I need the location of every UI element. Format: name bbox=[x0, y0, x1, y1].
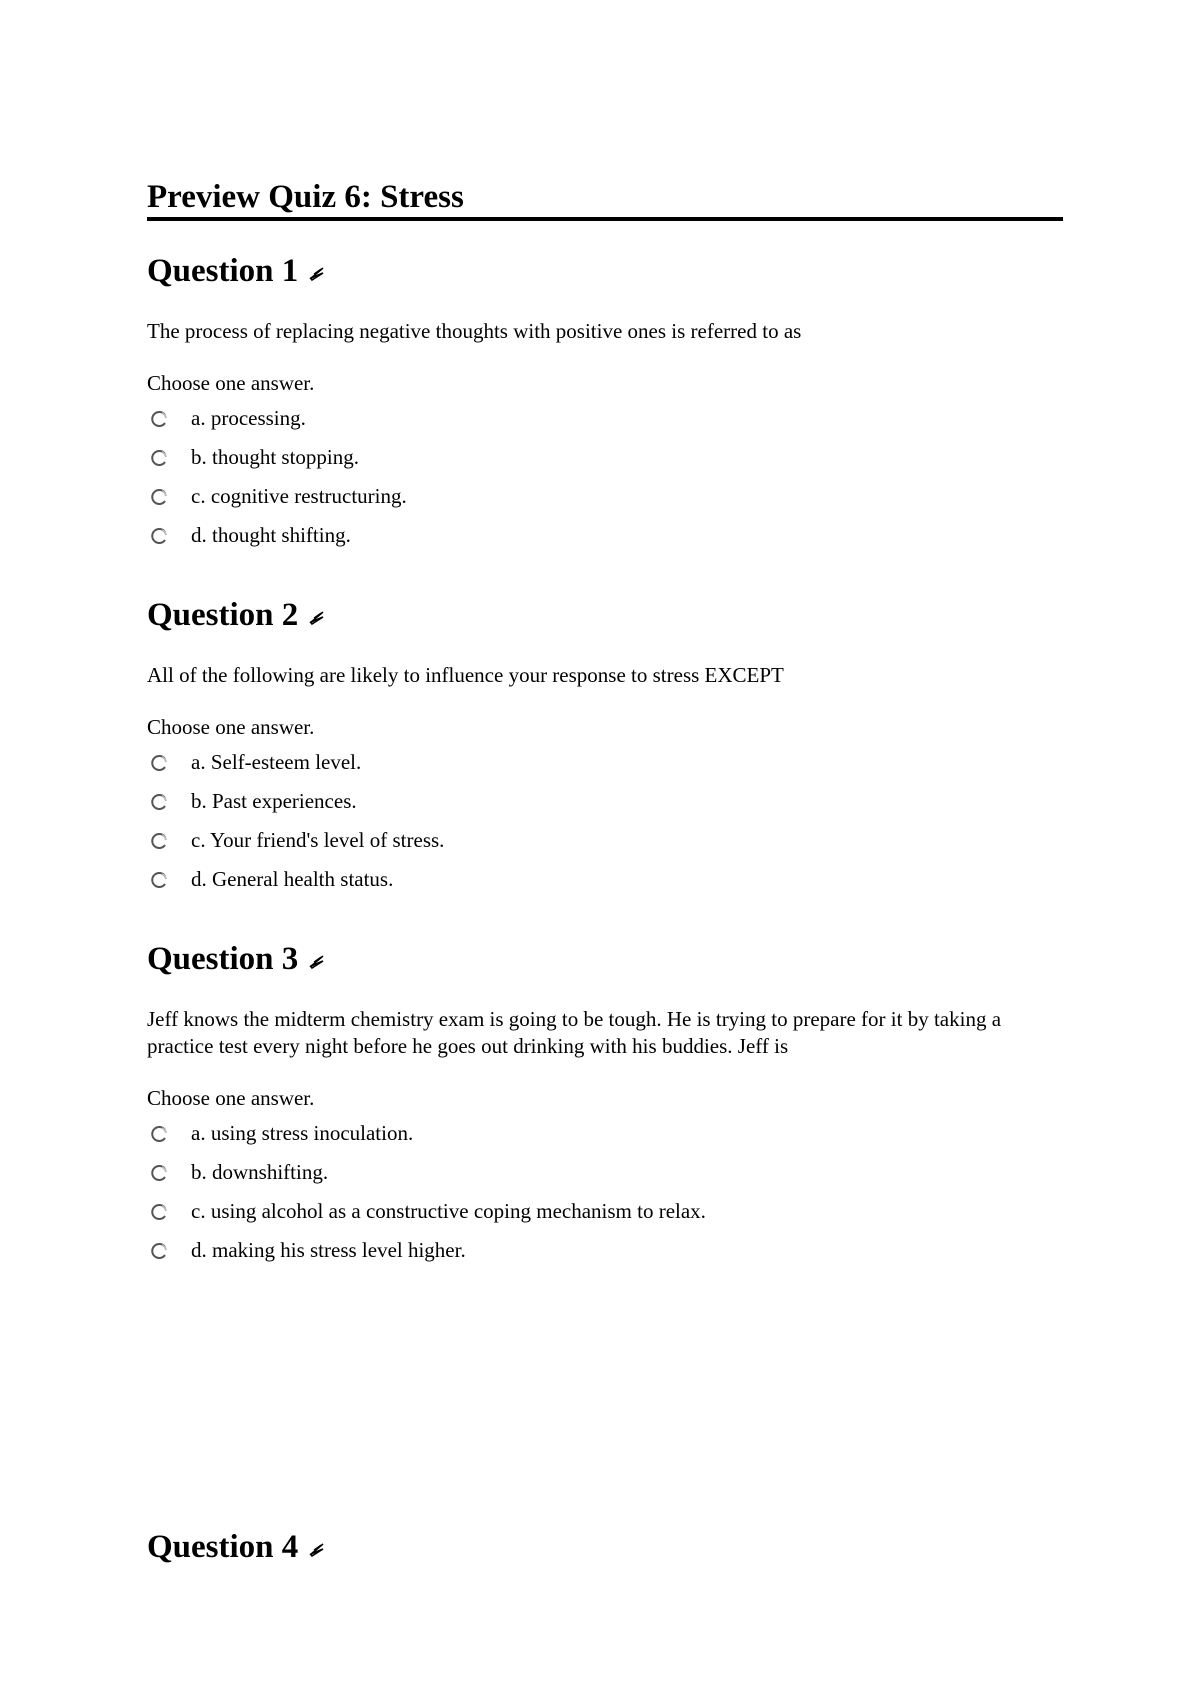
answer-label: d. thought shifting. bbox=[191, 523, 351, 547]
question-heading-text: Question 4 bbox=[147, 1529, 299, 1565]
question-heading bbox=[147, 595, 1063, 635]
answer-option[interactable] bbox=[147, 1192, 1063, 1231]
radio-button-icon[interactable] bbox=[150, 488, 168, 506]
answer-option[interactable] bbox=[147, 1231, 1063, 1270]
quiz-page bbox=[147, 178, 1063, 1567]
answer-option[interactable] bbox=[147, 516, 1063, 555]
flag-icon[interactable] bbox=[308, 608, 326, 626]
question-text: Jeff knows the midterm chemistry exam is going to be tough. He is trying to prepare for it by taking a practice test every night before he goes out drinking with his buddies. Jeff is bbox=[147, 1007, 1002, 1058]
answer-label: a. processing. bbox=[191, 406, 306, 430]
radio-button-icon[interactable] bbox=[150, 871, 168, 889]
question-text: All of the following are likely to influence your response to stress EXCEPT bbox=[147, 663, 784, 687]
question-heading bbox=[147, 1527, 1063, 1567]
radio-button-icon[interactable] bbox=[150, 832, 168, 850]
quiz-title: Preview Quiz 6: Stress bbox=[147, 178, 1063, 221]
radio-button-icon[interactable] bbox=[150, 754, 168, 772]
flag-icon[interactable] bbox=[308, 952, 326, 970]
question-heading-text: Question 1 bbox=[147, 253, 299, 289]
answer-option[interactable] bbox=[147, 1153, 1063, 1192]
question-heading bbox=[147, 939, 1063, 979]
radio-button-icon[interactable] bbox=[150, 1125, 168, 1143]
radio-button-icon[interactable] bbox=[150, 410, 168, 428]
question-heading-text: Question 2 bbox=[147, 597, 299, 633]
answer-label: b. Past experiences. bbox=[191, 789, 357, 813]
answer-option[interactable] bbox=[147, 399, 1063, 438]
answer-option[interactable] bbox=[147, 821, 1063, 860]
flag-icon[interactable] bbox=[308, 1540, 326, 1558]
question-heading bbox=[147, 251, 1063, 291]
answer-option[interactable] bbox=[147, 743, 1063, 782]
answer-label: b. downshifting. bbox=[191, 1160, 329, 1184]
answer-option[interactable] bbox=[147, 782, 1063, 821]
answer-label: c. using alcohol as a constructive coping mechanism to relax. bbox=[191, 1199, 706, 1223]
answer-option[interactable] bbox=[147, 438, 1063, 477]
choose-one-answer-label: Choose one answer. bbox=[147, 1086, 315, 1110]
radio-button-icon[interactable] bbox=[150, 793, 168, 811]
question-3 bbox=[147, 939, 1063, 1270]
question-text: The process of replacing negative thoughts with positive ones is referred to as bbox=[147, 319, 802, 343]
answer-label: d. General health status. bbox=[191, 867, 394, 891]
answer-label: d. making his stress level higher. bbox=[191, 1238, 466, 1262]
answer-label: a. Self-esteem level. bbox=[191, 750, 362, 774]
radio-button-icon[interactable] bbox=[150, 1242, 168, 1260]
radio-button-icon[interactable] bbox=[150, 1203, 168, 1221]
flag-icon[interactable] bbox=[308, 264, 326, 282]
question-2 bbox=[147, 595, 1063, 899]
answer-label: b. thought stopping. bbox=[191, 445, 360, 469]
answer-label: c. cognitive restructuring. bbox=[191, 484, 407, 508]
answer-label: c. Your friend's level of stress. bbox=[191, 828, 445, 852]
radio-button-icon[interactable] bbox=[150, 1164, 168, 1182]
answer-option[interactable] bbox=[147, 477, 1063, 516]
choose-one-answer-label: Choose one answer. bbox=[147, 715, 315, 739]
radio-button-icon[interactable] bbox=[150, 449, 168, 467]
choose-one-answer-label: Choose one answer. bbox=[147, 371, 315, 395]
radio-button-icon[interactable] bbox=[150, 527, 168, 545]
question-heading-text: Question 3 bbox=[147, 941, 299, 977]
question-1 bbox=[147, 251, 1063, 555]
question-4 bbox=[147, 1527, 1063, 1567]
answer-option[interactable] bbox=[147, 1114, 1063, 1153]
answer-option[interactable] bbox=[147, 860, 1063, 899]
answer-label: a. using stress inoculation. bbox=[191, 1121, 414, 1145]
